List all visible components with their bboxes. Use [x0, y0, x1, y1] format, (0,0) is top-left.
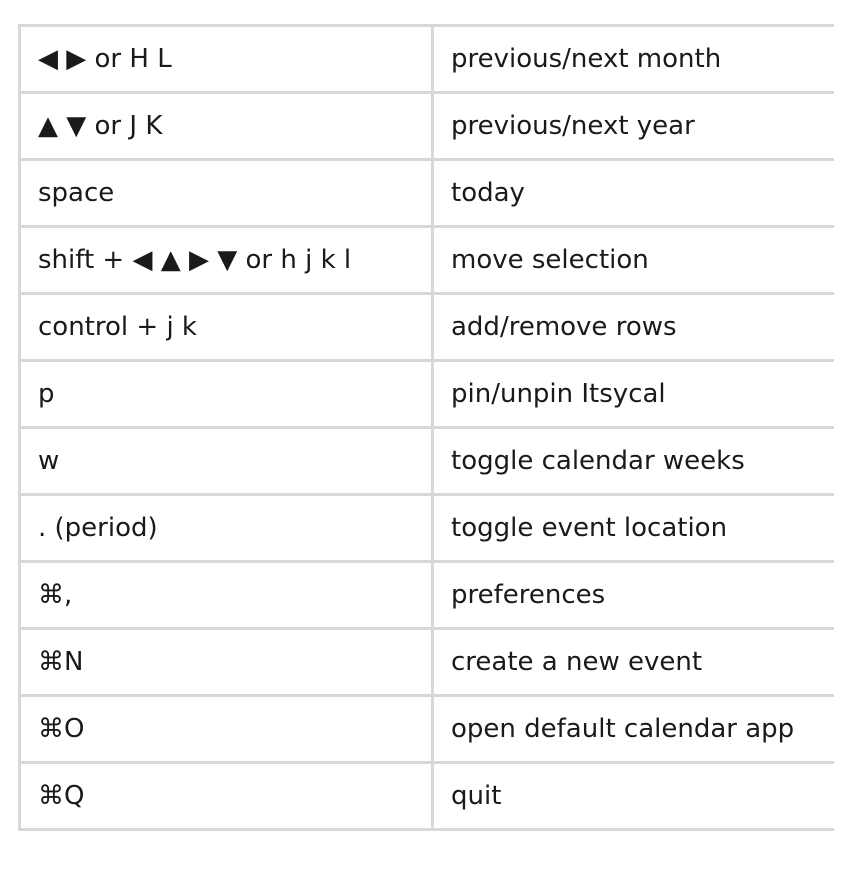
table-row: [20, 629, 835, 696]
table-row: [20, 26, 835, 93]
shortcut-key: ⌘,: [20, 562, 433, 629]
shortcut-action: quit: [433, 763, 835, 830]
shortcut-key: p: [20, 361, 433, 428]
table-row: [20, 428, 835, 495]
shortcut-key: ⌘Q: [20, 763, 433, 830]
shortcut-action: pin/unpin Itsycal: [433, 361, 835, 428]
shortcut-key: ⌘O: [20, 696, 433, 763]
table-row: [20, 294, 835, 361]
table-row: [20, 93, 835, 160]
shortcut-key: . (period): [20, 495, 433, 562]
shortcut-action: toggle calendar weeks: [433, 428, 835, 495]
shortcut-key: shift + ◀ ▲ ▶ ▼ or h j k l: [20, 227, 433, 294]
table-row: [20, 160, 835, 227]
shortcut-action: add/remove rows: [433, 294, 835, 361]
table-row: [20, 696, 835, 763]
shortcut-action: move selection: [433, 227, 835, 294]
shortcuts-table-container: [18, 24, 834, 884]
shortcut-action: toggle event location: [433, 495, 835, 562]
table-row: [20, 562, 835, 629]
table-row: [20, 361, 835, 428]
shortcut-action: open default calendar app: [433, 696, 835, 763]
shortcuts-table-body: [20, 26, 835, 830]
shortcut-action: previous/next month: [433, 26, 835, 93]
keyboard-shortcuts-table: [18, 24, 834, 831]
shortcut-action: today: [433, 160, 835, 227]
shortcut-key: ◀ ▶ or H L: [20, 26, 433, 93]
shortcut-key: ⌘N: [20, 629, 433, 696]
shortcut-key: w: [20, 428, 433, 495]
shortcut-key: ▲ ▼ or J K: [20, 93, 433, 160]
shortcut-action: previous/next year: [433, 93, 835, 160]
shortcut-key: space: [20, 160, 433, 227]
table-row: [20, 763, 835, 830]
shortcut-action: preferences: [433, 562, 835, 629]
shortcut-key: control + j k: [20, 294, 433, 361]
table-row: [20, 495, 835, 562]
table-row: [20, 227, 835, 294]
shortcut-action: create a new event: [433, 629, 835, 696]
